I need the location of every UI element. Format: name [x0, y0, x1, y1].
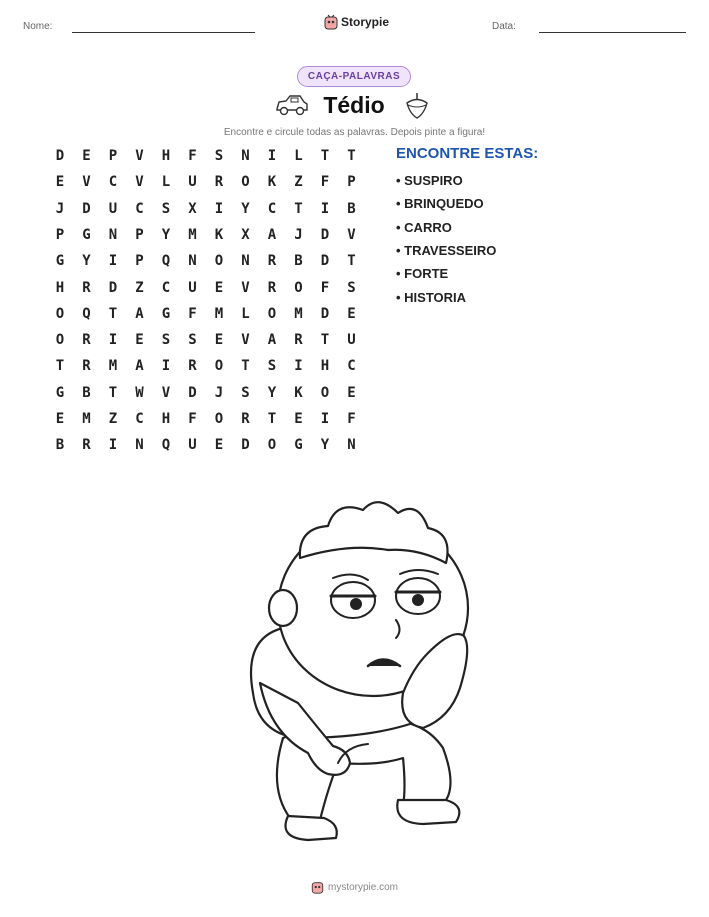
grid-cell[interactable]: P [55, 226, 65, 243]
grid-cell[interactable]: O [267, 437, 277, 454]
grid-cell[interactable]: D [241, 437, 250, 454]
grid-cell[interactable]: T [320, 332, 330, 349]
grid-cell[interactable]: C [135, 411, 144, 427]
grid-cell[interactable]: O [214, 358, 224, 375]
grid-cell[interactable]: B [294, 253, 303, 270]
spinning-top-icon [404, 92, 430, 120]
grid-cell[interactable]: F [320, 279, 330, 296]
grid-cell[interactable]: M [108, 358, 118, 375]
grid-cell[interactable]: U [108, 200, 118, 217]
grid-cell[interactable]: Q [161, 437, 171, 454]
grid-cell[interactable]: E [347, 305, 356, 322]
grid-cell[interactable]: R [267, 253, 277, 270]
grid-cell[interactable]: C [161, 279, 171, 296]
date-line[interactable] [539, 32, 686, 33]
grid-cell[interactable]: R [82, 279, 91, 296]
grid-cell[interactable]: E [214, 279, 224, 296]
grid-cell[interactable]: N [241, 253, 250, 270]
grid-cell[interactable]: O [55, 332, 65, 349]
grid-cell[interactable]: E [55, 411, 65, 427]
grid-cell[interactable]: E [82, 148, 91, 164]
grid-cell[interactable]: I [294, 358, 303, 375]
word-search-grid[interactable] [47, 148, 367, 460]
grid-cell[interactable]: Z [135, 279, 144, 296]
grid-cell[interactable]: L [161, 174, 171, 191]
grid-cell[interactable]: C [267, 200, 277, 217]
grid-cell[interactable]: U [347, 332, 356, 349]
grid-cell[interactable]: R [294, 332, 303, 349]
grid-cell[interactable]: E [55, 174, 65, 191]
grid-cell[interactable]: I [161, 358, 171, 375]
grid-cell[interactable]: V [161, 384, 171, 401]
grid-cell[interactable]: Y [161, 226, 171, 243]
word-item-travesseiro: • TRAVESSEIRO [396, 243, 497, 258]
grid-cell[interactable]: I [108, 332, 118, 349]
grid-cell[interactable]: Y [241, 200, 250, 217]
activity-badge: CAÇA-PALAVRAS [297, 66, 411, 87]
grid-cell[interactable]: O [214, 253, 224, 270]
grid-cell[interactable]: L [294, 148, 303, 164]
grid-cell[interactable]: T [294, 200, 303, 217]
grid-cell[interactable]: X [241, 226, 250, 243]
grid-cell[interactable]: D [82, 200, 91, 217]
grid-cell[interactable]: H [320, 358, 330, 375]
date-label: Data: [492, 21, 516, 32]
grid-cell[interactable]: D [320, 305, 330, 322]
grid-cell[interactable]: V [241, 332, 250, 349]
grid-cell[interactable]: H [161, 411, 171, 427]
grid-cell[interactable]: F [320, 174, 330, 191]
grid-cell[interactable]: V [347, 226, 356, 243]
grid-cell[interactable]: T [108, 384, 118, 401]
grid-cell[interactable]: V [82, 174, 91, 191]
grid-cell[interactable]: T [347, 148, 356, 164]
grid-cell[interactable]: K [214, 226, 224, 243]
bored-boy-illustration[interactable] [228, 488, 478, 858]
grid-cell[interactable]: A [267, 226, 277, 243]
grid-cell[interactable]: R [241, 411, 250, 427]
grid-cell[interactable]: J [294, 226, 303, 243]
grid-cell[interactable]: C [135, 200, 144, 217]
word-item-forte: • FORTE [396, 266, 449, 281]
grid-cell[interactable]: F [347, 411, 356, 427]
grid-cell[interactable]: E [135, 332, 144, 349]
grid-cell[interactable]: I [108, 437, 118, 454]
grid-cell[interactable]: O [267, 305, 277, 322]
page-title: Tédio [323, 92, 385, 118]
grid-cell[interactable]: B [55, 437, 65, 454]
grid-cell[interactable]: D [55, 148, 65, 164]
grid-cell[interactable]: E [294, 411, 303, 427]
word-item-brinquedo: • BRINQUEDO [396, 196, 484, 211]
grid-cell[interactable]: G [82, 226, 91, 243]
grid-cell[interactable]: T [347, 253, 356, 270]
grid-cell[interactable]: P [135, 253, 144, 270]
grid-cell[interactable]: N [135, 437, 144, 454]
grid-cell[interactable]: E [347, 384, 356, 401]
grid-cell[interactable]: I [108, 253, 118, 270]
grid-cell[interactable]: D [320, 226, 330, 243]
grid-cell[interactable]: C [108, 174, 118, 191]
word-item-historia: • HISTORIA [396, 290, 467, 305]
grid-cell[interactable]: S [161, 200, 171, 217]
grid-cell[interactable]: I [320, 411, 330, 427]
brand-name: Storypie [341, 15, 390, 29]
name-line[interactable] [72, 32, 255, 33]
grid-cell[interactable]: O [55, 305, 65, 322]
grid-cell[interactable]: L [241, 305, 250, 322]
grid-cell[interactable]: R [82, 358, 91, 375]
grid-cell[interactable]: R [82, 437, 91, 454]
grid-cell[interactable]: O [294, 279, 303, 296]
grid-cell[interactable]: S [267, 358, 277, 375]
footer [0, 880, 709, 894]
grid-cell[interactable]: M [82, 411, 91, 427]
grid-cell[interactable]: Y [82, 253, 91, 270]
grid-cell[interactable]: M [294, 305, 303, 322]
grid-cell[interactable]: I [320, 200, 330, 217]
grid-cell[interactable]: C [347, 358, 356, 375]
grid-cell[interactable]: Q [161, 253, 171, 270]
grid-cell[interactable]: F [188, 411, 197, 427]
grid-cell[interactable]: B [82, 384, 91, 401]
grid-cell[interactable]: A [135, 305, 144, 322]
storypie-logo-icon [311, 880, 324, 894]
name-label: Nome: [23, 21, 53, 32]
grid-cell[interactable]: P [347, 174, 356, 191]
grid-cell[interactable]: E [214, 332, 224, 349]
instructions: Encontre e circule todas as palavras. Depois pinte a figura! [223, 127, 486, 138]
grid-cell[interactable]: M [214, 305, 224, 322]
grid-cell[interactable]: J [214, 384, 224, 401]
grid-cell[interactable]: I [267, 148, 277, 164]
grid-cell[interactable]: D [188, 384, 197, 401]
grid-cell[interactable]: R [214, 174, 224, 191]
grid-cell[interactable]: R [188, 358, 197, 375]
grid-cell[interactable]: S [188, 332, 197, 349]
grid-cell[interactable]: T [267, 411, 277, 427]
grid-cell[interactable]: Y [320, 437, 330, 454]
word-list-title: ENCONTRE ESTAS: [396, 145, 539, 162]
grid-cell[interactable]: A [135, 358, 144, 375]
grid-cell[interactable]: B [347, 200, 356, 217]
grid-cell[interactable]: I [214, 200, 224, 217]
grid-cell[interactable]: S [347, 279, 356, 296]
grid-cell[interactable]: S [161, 332, 171, 349]
grid-cell[interactable]: P [108, 148, 118, 164]
grid-cell[interactable]: T [241, 358, 250, 375]
grid-cell[interactable]: M [188, 226, 197, 243]
grid-cell[interactable]: U [188, 174, 197, 191]
grid-cell[interactable]: Z [294, 174, 303, 191]
grid-cell[interactable]: N [108, 226, 118, 243]
grid-cell[interactable]: N [188, 253, 197, 270]
grid-cell[interactable]: O [214, 411, 224, 427]
grid-cell[interactable]: T [55, 358, 65, 375]
grid-cell[interactable]: G [161, 305, 171, 322]
grid-cell[interactable]: E [214, 437, 224, 454]
grid-cell[interactable]: N [347, 437, 356, 454]
storypie-logo-icon [324, 14, 338, 30]
grid-cell[interactable]: H [55, 279, 65, 296]
grid-cell[interactable]: T [320, 148, 330, 164]
grid-cell[interactable]: G [55, 384, 65, 401]
grid-cell[interactable]: X [188, 200, 197, 217]
grid-cell[interactable]: Z [108, 411, 118, 427]
grid-cell[interactable]: G [55, 253, 65, 270]
grid-cell[interactable]: Q [82, 305, 91, 322]
grid-cell[interactable]: G [294, 437, 303, 454]
grid-cell[interactable]: K [267, 174, 277, 191]
grid-cell[interactable]: F [188, 305, 197, 322]
grid-cell[interactable]: V [135, 148, 144, 164]
grid-cell[interactable]: K [294, 384, 303, 401]
grid-cell[interactable]: R [82, 332, 91, 349]
grid-cell[interactable]: W [135, 384, 144, 401]
grid-cell[interactable]: T [108, 305, 118, 322]
grid-cell[interactable]: A [267, 332, 277, 349]
grid-cell[interactable]: V [135, 174, 144, 191]
grid-cell[interactable]: S [241, 384, 250, 401]
footer-url[interactable]: mystorypie.com [327, 881, 398, 893]
grid-cell[interactable]: R [267, 279, 277, 296]
grid-cell[interactable]: D [108, 279, 118, 296]
grid-cell[interactable]: D [320, 253, 330, 270]
grid-cell[interactable]: O [320, 384, 330, 401]
toy-car-icon [274, 93, 310, 117]
grid-cell[interactable]: S [214, 148, 224, 164]
grid-cell[interactable]: N [241, 148, 250, 164]
grid-cell[interactable]: H [161, 148, 171, 164]
brand-logo [324, 14, 389, 30]
grid-cell[interactable]: V [241, 279, 250, 296]
grid-cell[interactable]: O [241, 174, 250, 191]
grid-cell[interactable]: J [55, 200, 65, 217]
word-item-suspiro: • SUSPIRO [396, 173, 463, 188]
word-item-carro: • CARRO [396, 220, 452, 235]
grid-cell[interactable]: F [188, 148, 197, 164]
grid-cell[interactable]: U [188, 279, 197, 296]
grid-cell[interactable]: Y [267, 384, 277, 401]
grid-cell[interactable]: U [188, 437, 197, 454]
grid-cell[interactable]: P [135, 226, 144, 243]
